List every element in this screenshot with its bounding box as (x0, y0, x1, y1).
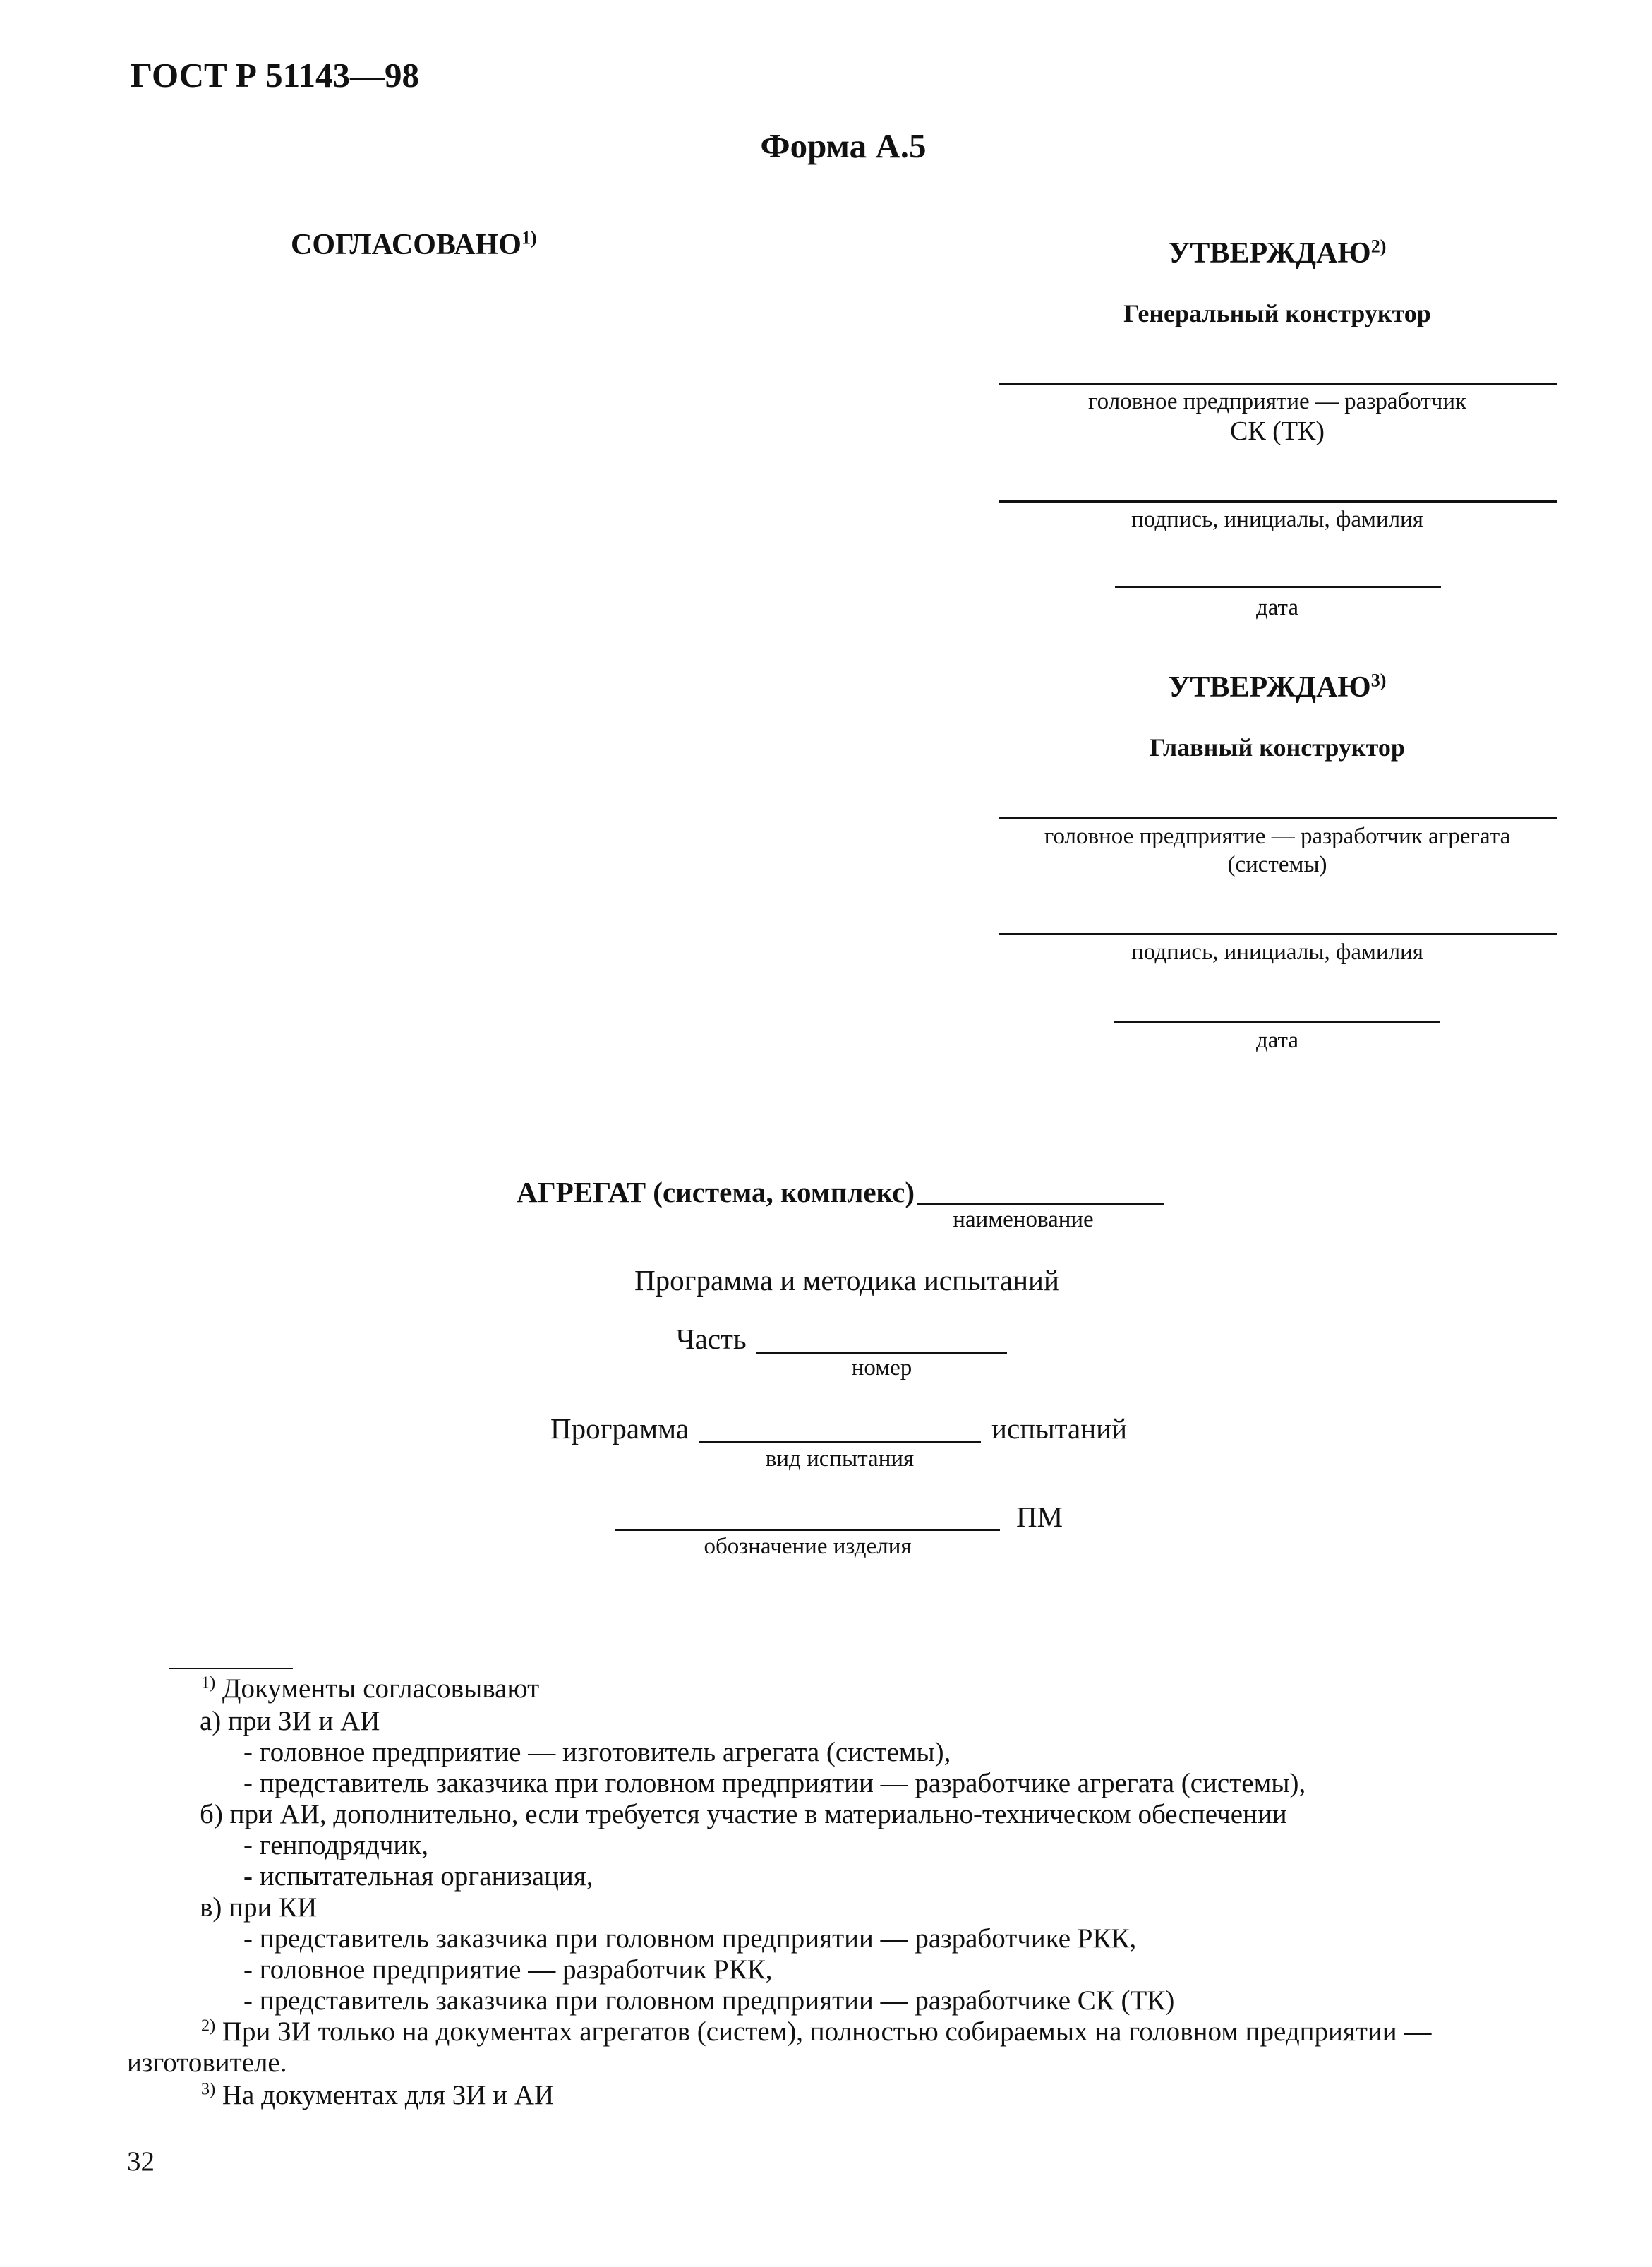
footnote-1-line: б) при АИ, дополнительно, если требуется участие в материально-техническом обеспечении (200, 1799, 1287, 1829)
program-suffix: испытаний (991, 1412, 1128, 1445)
approval-1-org-caption-2: СК (ТК) (1229, 416, 1325, 446)
approval-1-org-line (999, 383, 1557, 385)
unit-label: АГРЕГАТ (система, комплекс) (517, 1176, 915, 1208)
approval-1-signature-line (999, 500, 1557, 503)
approval-2-org-caption: головное предприятие — разработчик агрегата (1044, 824, 1511, 849)
footnote-separator (169, 1668, 293, 1669)
program-caption: вид испытания (765, 1446, 915, 1472)
approval-2-org-line (999, 817, 1557, 819)
footnote-1-line: - представитель заказчика при головном предприятии — разработчике СК (ТК) (243, 1985, 1175, 2016)
footnote-1-line: - представитель заказчика при головном предприятии — разработчике РКК, (243, 1923, 1137, 1954)
part-label: Часть (676, 1323, 747, 1355)
part-caption: номер (851, 1355, 912, 1381)
footnote-1-heading (201, 1673, 539, 1704)
program-type-line (699, 1441, 981, 1443)
footnote-3 (201, 2079, 554, 2111)
footnote-2 (201, 2016, 1431, 2047)
approval-1-text: УТВЕРЖДАЮ (1168, 237, 1371, 270)
document-title: Программа и методика испытаний (634, 1264, 1059, 1297)
footnote-ref-3: 3) (1370, 670, 1387, 691)
approval-2-signature-line (999, 933, 1557, 935)
footnote-1-ref: 1) (201, 1673, 216, 1692)
unit-caption: наименование (953, 1207, 1094, 1232)
program-label: Программа (550, 1412, 689, 1445)
footnote-1-line: - головное предприятие — разработчик РКК, (243, 1954, 773, 1985)
footnote-3-text: На документах для ЗИ и АИ (222, 2080, 555, 2110)
approval-1-role: Генеральный конструктор (1123, 299, 1431, 327)
approval-2-text: УТВЕРЖДАЮ (1168, 671, 1371, 704)
approval-1-org-caption: головное предприятие — разработчик (1087, 389, 1467, 414)
approval-1-date-caption: дата (1255, 595, 1299, 620)
footnote-2-ref: 2) (201, 2016, 216, 2036)
approval-2-label (995, 671, 1560, 704)
pm-suffix: ПМ (1016, 1501, 1063, 1533)
footnote-2-continuation: изготовителе. (127, 2047, 287, 2078)
unit-name-line (917, 1203, 1164, 1205)
footnote-2-text: При ЗИ только на документах агрегатов (систем), полностью собираемых на головном предприятии — (222, 2016, 1432, 2047)
approval-2-date-line (1114, 1021, 1440, 1023)
footnote-1-line: а) при ЗИ и АИ (200, 1706, 380, 1736)
footnote-1-title: Документы согласовывают (222, 1673, 540, 1704)
footnote-1-line: в) при КИ (200, 1892, 318, 1923)
agreed-text: СОГЛАСОВАНО (291, 229, 521, 261)
standard-code: ГОСТ Р 51143—98 (131, 56, 419, 95)
footnote-1-line: - генподрядчик, (243, 1830, 428, 1860)
page-number: 32 (127, 2146, 155, 2177)
footnote-1-line: - представитель заказчика при головном предприятии — разработчике агрегата (системы), (243, 1768, 1306, 1798)
footnote-1-line: - испытательная организация, (243, 1861, 593, 1892)
approval-2-date-caption: дата (1255, 1028, 1299, 1053)
footnote-1-line: - головное предприятие — изготовитель агрегата (системы), (243, 1737, 951, 1767)
footnote-ref-2: 2) (1370, 236, 1387, 257)
approval-1-label (995, 236, 1560, 270)
approval-2-role: Главный конструктор (1150, 733, 1405, 762)
approval-2-org-caption-2: (системы) (1227, 852, 1327, 877)
agreed-label (291, 228, 537, 262)
footnote-ref-1: 1) (521, 227, 537, 248)
approval-2-signature-caption: подпись, инициалы, фамилия (1131, 939, 1423, 965)
product-designation-line (615, 1529, 1000, 1531)
part-number-line (756, 1352, 1007, 1354)
form-title: Форма А.5 (760, 126, 927, 165)
pm-caption: обозначение изделия (704, 1534, 912, 1559)
approval-1-signature-caption: подпись, инициалы, фамилия (1131, 507, 1423, 532)
footnote-3-ref: 3) (201, 2079, 216, 2099)
approval-1-date-line (1115, 586, 1441, 588)
